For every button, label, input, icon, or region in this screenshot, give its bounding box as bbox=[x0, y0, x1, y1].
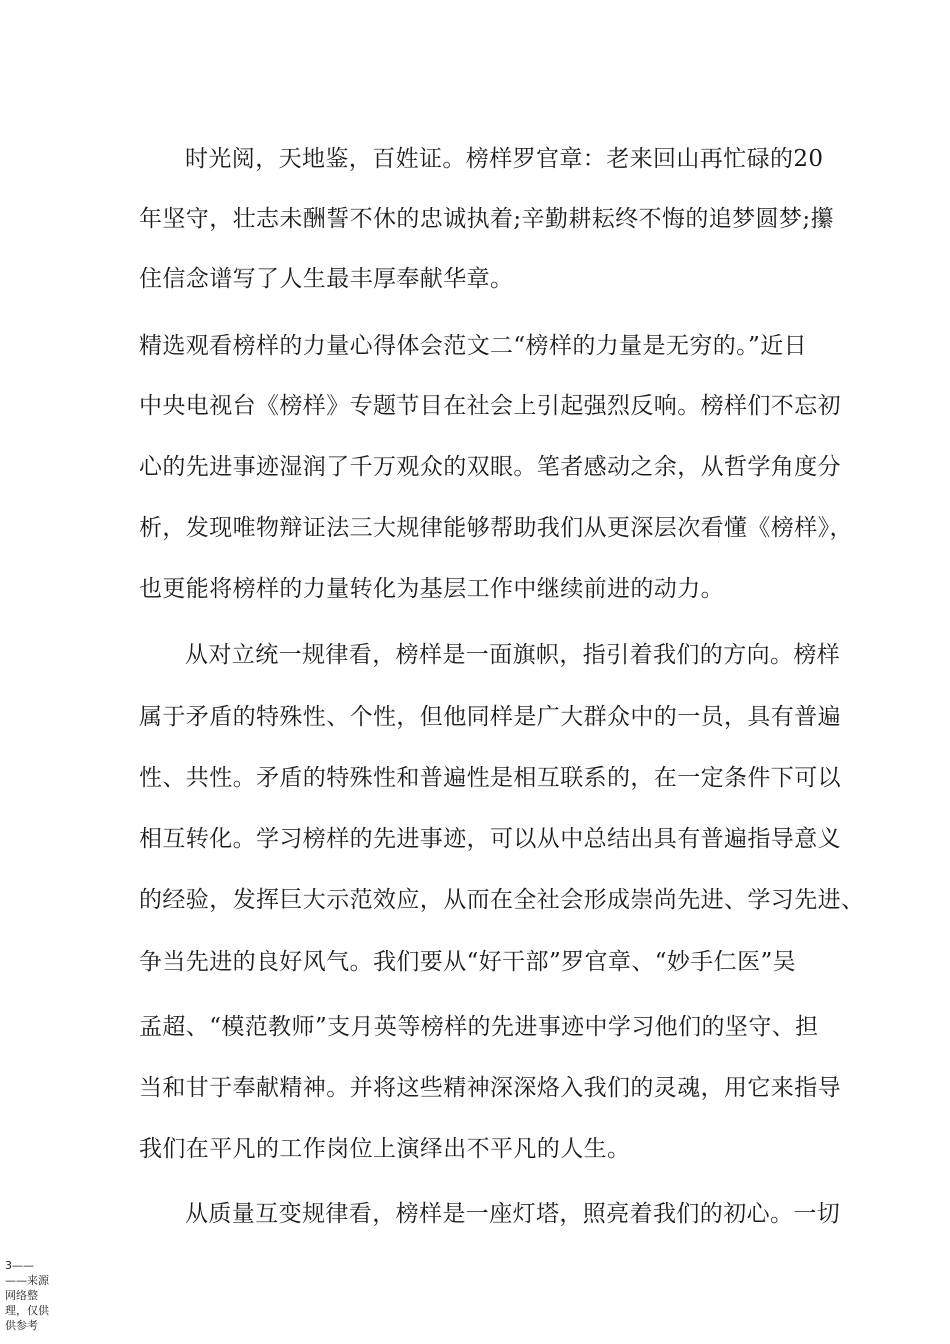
text-line-2: 年坚守，壮志未酬誓不休的忠诚执着;辛勤耕耘终不悔的追梦圆梦;攥 bbox=[139, 206, 834, 232]
text-line-1: 时光阅，天地鉴，百姓证。榜样罗官章：老来回山再忙碌的20 bbox=[185, 146, 824, 172]
text-line-13: 的经验，发挥巨大示范效应，从而在全社会形成崇尚先进、学习先进、 bbox=[139, 887, 865, 913]
text-line-3: 住信念谱写了人生最丰厚奉献华章。 bbox=[139, 266, 514, 292]
text-line-15: 孟超、“模范教师”支月英等榜样的先进事迹中学习他们的坚守、担 bbox=[139, 1014, 819, 1040]
text-line-12: 相互转化。学习榜样的先进事迹，可以从中总结出具有普遍指导意义 bbox=[139, 826, 841, 852]
text-line-6: 心的先进事迹湿润了千万观众的双眼。笔者感动之余，从哲学角度分 bbox=[139, 454, 841, 480]
text-line-10: 属于矛盾的特殊性、个性，但他同样是广大群众中的一员，具有普遍 bbox=[139, 704, 841, 730]
text-line-7: 析，发现唯物辩证法三大规律能够帮助我们从更深层次看懂《榜样》， bbox=[139, 515, 853, 541]
text-line-4: 精选观看榜样的力量心得体会范文二“榜样的力量是无穷的。”近日 bbox=[139, 333, 808, 359]
page-footer-note: 3—— ——来源网络整理，仅供供参考 bbox=[5, 1259, 49, 1332]
text-line-8: 也更能将榜样的力量转化为基层工作中继续前进的动力。 bbox=[139, 576, 724, 602]
text-line-16: 当和甘于奉献精神。并将这些精神深深烙入我们的灵魂，用它来指导 bbox=[139, 1075, 841, 1101]
text-line-14: 争当先进的良好风气。我们要从“好干部”罗官章、“妙手仁医”吴 bbox=[139, 949, 797, 975]
text-line-9: 从对立统一规律看，榜样是一面旗帜，指引着我们的方向。榜样 bbox=[185, 642, 841, 668]
text-line-17: 我们在平凡的工作岗位上演绎出不平凡的人生。 bbox=[139, 1136, 631, 1162]
text-line-18: 从质量互变规律看，榜样是一座灯塔，照亮着我们的初心。一切 bbox=[185, 1201, 841, 1227]
text-line-11: 性、共性。矛盾的特殊性和普遍性是相互联系的，在一定条件下可以 bbox=[139, 765, 841, 791]
text-line-5: 中央电视台《榜样》专题节目在社会上引起强烈反响。榜样们不忘初 bbox=[139, 393, 841, 419]
